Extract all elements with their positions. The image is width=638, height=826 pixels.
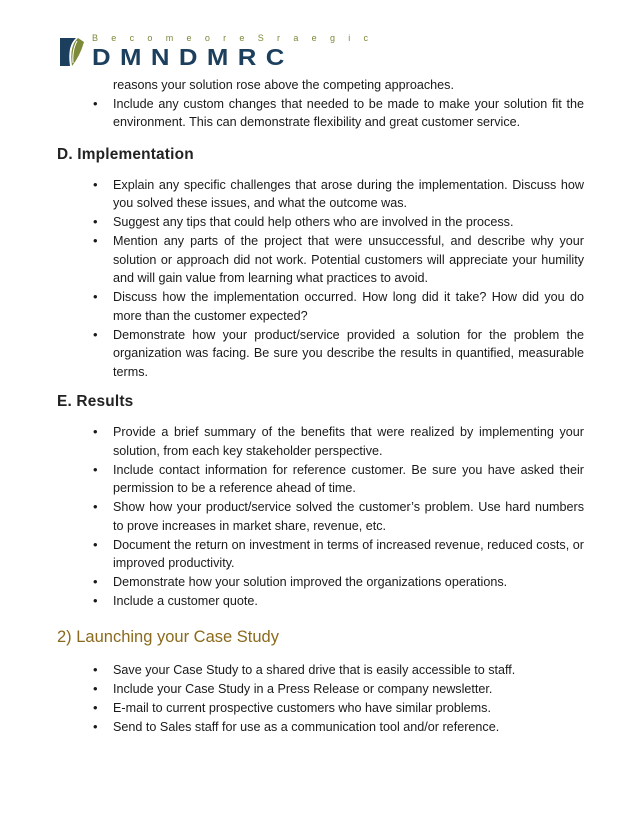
- list-item: • Mention any parts of the project that were unsuccessful, and describe why your solution or approach did not work. Potential customers will appreciate your humility and will gain value from learning what practices to avoid.: [113, 232, 584, 288]
- list-item: • E-mail to current prospective customers who have similar problems.: [113, 699, 584, 718]
- section-heading-results: E. Results: [57, 393, 134, 410]
- list-item: • Provide a brief summary of the benefits that were realized by implementing your solution, from each key stakeholder perspective.: [113, 423, 584, 460]
- list-item: • Include any custom changes that needed to be made to make your solution fit the environment. This can demonstrate flexibility and great customer service.: [113, 95, 584, 132]
- list-item: • Suggest any tips that could help others who are involved in the process.: [113, 213, 584, 232]
- list-item: • Save your Case Study to a shared drive that is easily accessible to staff.: [113, 661, 584, 680]
- document-body: [57, 76, 584, 737]
- bullet-list-launching: [57, 661, 584, 737]
- logo-tagline: B e c o m e o r e S r a e g i c: [92, 33, 374, 43]
- bullet-list-implementation: [57, 176, 584, 382]
- list-item: • Document the return on investment in terms of increased revenue, reduced costs, or improved productivity.: [113, 536, 584, 573]
- part-heading-launching: 2) Launching your Case Study: [57, 627, 279, 646]
- list-item: • Explain any specific challenges that arose during the implementation. Discuss how you solved these issues, and what the outcome was.: [113, 176, 584, 213]
- list-item: • Include contact information for reference customer. Be sure you have asked their permission to be a reference ahead of time.: [113, 461, 584, 498]
- list-item: • Include your Case Study in a Press Release or company newsletter.: [113, 680, 584, 699]
- list-item: • Show how your product/service solved the customer’s problem. Use hard numbers to prove increases in market share, revenue, etc.: [113, 498, 584, 535]
- bullet-list-results: [57, 423, 584, 611]
- list-item: • Demonstrate how your product/service provided a solution for the problem the organization was facing. Be sure you describe the results in quantified, measurable terms.: [113, 326, 584, 382]
- logo-brand-name: D M N D M R C: [92, 44, 286, 70]
- bullet-list-c: [57, 95, 584, 132]
- list-item: • Include a customer quote.: [113, 592, 584, 611]
- diamond-leaf-icon: [56, 36, 89, 68]
- list-item: • Send to Sales staff for use as a communication tool and/or reference.: [113, 718, 584, 737]
- continuation-text: reasons your solution rose above the competing approaches.: [113, 78, 454, 92]
- list-item: • Discuss how the implementation occurred. How long did it take? How did you do more than the customer expected?: [113, 288, 584, 325]
- list-item: • Demonstrate how your solution improved the organizations operations.: [113, 573, 584, 592]
- section-heading-implementation: D. Implementation: [57, 145, 194, 163]
